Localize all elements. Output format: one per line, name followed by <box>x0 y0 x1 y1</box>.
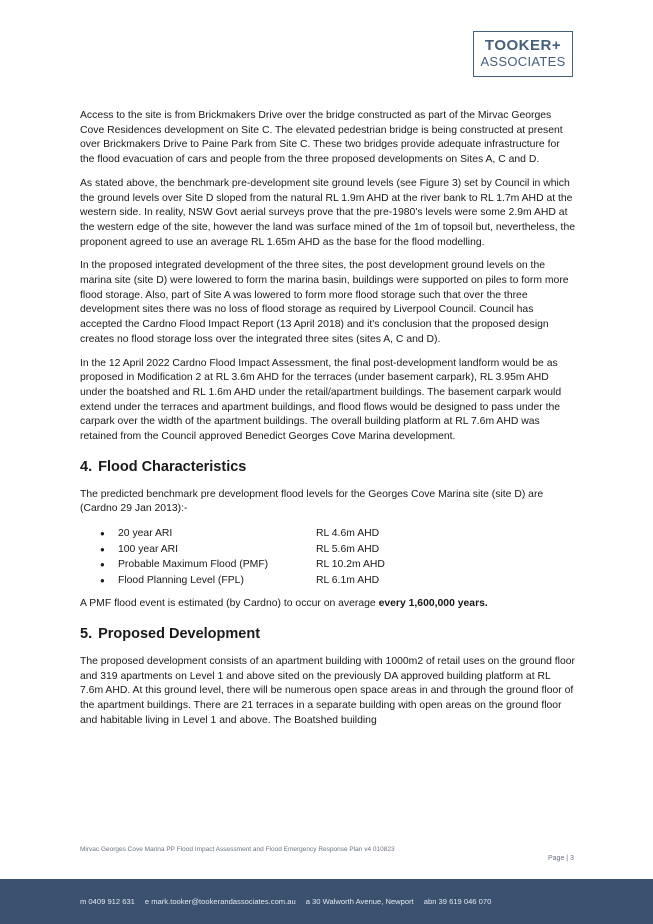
list-item <box>80 558 576 574</box>
flood-event: Flood Planning Level (FPL) <box>118 575 244 587</box>
page-number: Page | 3 <box>548 855 574 862</box>
section-4-title: Flood Characteristics <box>98 458 247 475</box>
section-4-heading <box>80 458 576 476</box>
flood-level: RL 4.6m AHD <box>316 527 380 539</box>
bullet-icon: ● <box>100 544 105 554</box>
document-title-footer: Mirvac Georges Cove Marina PP Flood Impact Assessment and Flood Emergency Response Plan v4 010823 <box>80 846 395 853</box>
list-item <box>80 574 576 590</box>
contact-mobile: m 0409 912 631 <box>80 897 135 906</box>
contact-email: e mark.tooker@tookerandassociates.com.au <box>144 897 296 906</box>
section-5-heading <box>80 625 576 643</box>
section-5-title: Proposed Development <box>98 626 261 643</box>
contact-address: a 30 Walworth Avenue, Newport <box>305 897 414 906</box>
list-item <box>80 542 576 558</box>
flood-event: 100 year ARI <box>118 543 179 555</box>
paragraph-flood-storage: In the proposed integrated development of the three sites, the post development ground levels on the marina site (site D) were lowered to form the marina basin, buildings were supported on piles to form more flood storage. Also, part of Site A was lowered to form more flood storage such that over the three development sites there was no loss of flood storage as required by Liverpool Council. Council has accepted the Cardno Flood Impact Report (13 April 2018) and it's conclusion that the proposed design creates no flood storage loss over the integrated three sites (sites A, C and D). <box>80 260 569 345</box>
paragraph-benchmark-levels: As stated above, the benchmark pre-development site ground levels (see Figure 3) set by Council in which the ground levels over Site D sloped from the natural RL 1.9m AHD at the river bank to RL 1.7m AHD at the western side. In reality, NSW Govt aerial surveys prove that the pre-1980's levels were some 2.9m AHD at the western edge of the site, however the land was surface mined of the 1m of topsoil but, nevertheless, the proponent agreed to use an average RL 1.65m AHD as the base for the flood modelling. <box>80 177 575 248</box>
paragraph-access: Access to the site is from Brickmakers Drive over the bridge constructed as part of the Mirvac Georges Cove Residences development on Site C. The elevated pedestrian bridge is being constructed at present over Brickmakers Drive to Paine Park from Site C. These two bridges provide adequate infrastructure for the flood evacuation of cars and people from the three proposed developments on Sites A, C and D. <box>80 110 563 166</box>
pmf-text: A PMF flood event is estimated (by Cardno) to occur on average <box>80 598 379 610</box>
bullet-icon: ● <box>100 560 105 570</box>
flood-levels-intro: The predicted benchmark pre development flood levels for the Georges Cove Marina site (site D) are (Cardno 29 Jan 2013):- <box>80 488 544 515</box>
document-body <box>80 109 576 738</box>
contact-abn: abn 39 619 046 070 <box>423 897 492 906</box>
section-5-number: 5. <box>80 626 93 643</box>
logo-line-1: TOOKER+ <box>484 37 562 54</box>
flood-level: RL 6.1m AHD <box>316 575 380 587</box>
bullet-icon: ● <box>100 528 105 538</box>
logo-line-2: ASSOCIATES <box>480 54 566 69</box>
pmf-statement <box>80 597 576 612</box>
contact-footer-band <box>0 879 653 924</box>
flood-levels-list <box>80 526 576 589</box>
section-4-number: 4. <box>80 458 93 475</box>
flood-level: RL 5.6m AHD <box>316 543 380 555</box>
bullet-icon: ● <box>100 576 105 586</box>
pmf-frequency: every 1,600,000 years. <box>378 598 488 610</box>
flood-event: 20 year ARI <box>118 527 173 539</box>
list-item <box>80 526 576 542</box>
paragraph-cardno-assessment: In the 12 April 2022 Cardno Flood Impact Assessment, the final post-development landform would be as proposed in Modification 2 at RL 3.6m AHD for the terraces (under basement carpark), RL 3.95m AHD under the boatshed and RL 1.6m AHD under the retail/apartment buildings. The basement carpark would extend under the terraces and apartment buildings, and flood flows would be designed to pass under the carpark over the width of the apartment buildings. The overall building platform at RL 7.6m AHD was retained from the Council approved Benedict Georges Cove Marina development. <box>80 357 562 443</box>
flood-level: RL 10.2m AHD <box>316 559 385 571</box>
proposed-development-paragraph: The proposed development consists of an apartment building with 1000m2 of retail uses on the ground floor and 319 apartments on Level 1 and above sited on the previously DA approved building platform at RL 7.6m AHD. At this ground level, there will be numerous open space areas in and through the ground floor of the apartment buildings. There are 21 terraces in a separate building with open areas on the ground floor and habitable living in Level 1 and above. The Boatshed building <box>80 656 576 726</box>
flood-event: Probable Maximum Flood (PMF) <box>118 559 269 571</box>
company-logo <box>473 31 573 77</box>
